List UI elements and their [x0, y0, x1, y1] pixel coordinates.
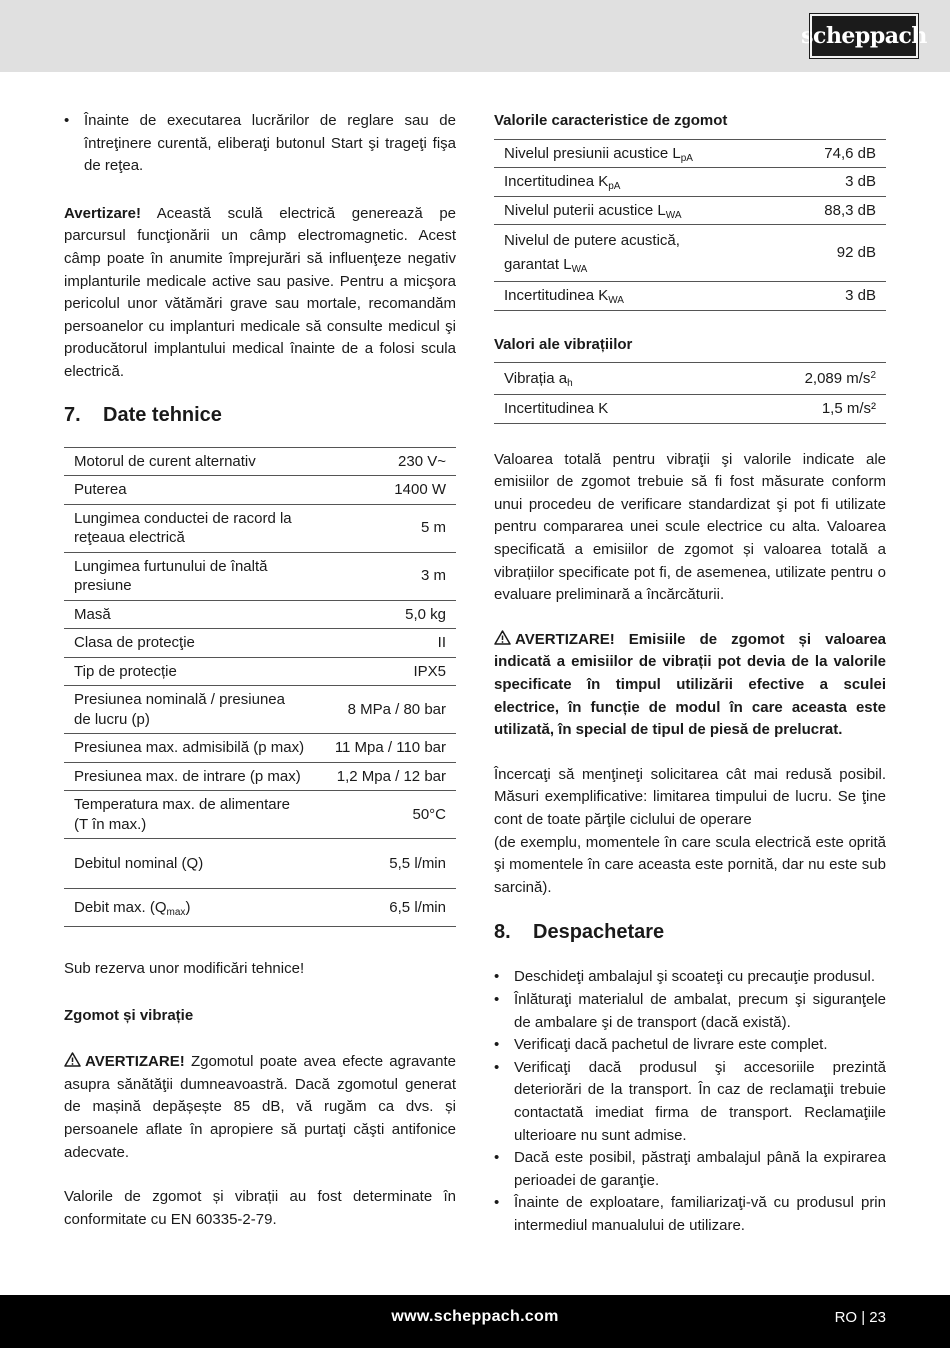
- noise-label: [494, 139, 814, 168]
- noise-value: 88,3 dB: [814, 196, 886, 225]
- spec-label: Lungimea conductei de racord la reţeaua electrică: [64, 504, 325, 552]
- vibration-label-sub: h: [567, 377, 573, 389]
- table-row: [494, 395, 886, 424]
- list-item: • Deschideţi ambalajul şi scoateţi cu precauţie produsul.: [494, 966, 886, 989]
- table-row: [64, 447, 456, 476]
- table-row: [64, 657, 456, 686]
- spec-value: 5,0 kg: [325, 600, 456, 629]
- table-row: [64, 629, 456, 658]
- noise-warning-paragraph: [64, 1051, 456, 1164]
- noise-label-sub: WA: [665, 209, 682, 221]
- table-row: [64, 762, 456, 791]
- table-row: [494, 139, 886, 168]
- table-row: [494, 363, 886, 395]
- noise-value: 74,6 dB: [814, 139, 886, 168]
- table-row: [64, 686, 456, 734]
- table-row: [494, 282, 886, 311]
- load-paragraph-2: (de exemplu, momentele în care scula electrică este oprită şi momentele în care aceasta este pornită, dar nu este sub sarcină).: [494, 833, 886, 896]
- list-item: • Înainte de exploatare, familiarizaţi-vă cu produsul prin intermediul manualului de utilizare.: [494, 1192, 886, 1237]
- vibration-value: 1,5 m/s²: [712, 395, 886, 424]
- spec-value: 5 m: [325, 504, 456, 552]
- spec-label-end: ): [185, 898, 191, 916]
- noise-label: [494, 282, 814, 311]
- section-7-heading: [64, 404, 456, 427]
- noise-label: [494, 225, 814, 282]
- intro-bullet: • Înainte de executarea lucrărilor de reglare sau de întreţinere curentă, eliberaţi butonul Start şi trageţi fişa de reţea.: [64, 110, 456, 178]
- left-column: [64, 110, 456, 1231]
- table-row: [64, 552, 456, 600]
- noise-label-sub: pA: [680, 152, 693, 164]
- emf-warning-label: Avertizare!: [64, 204, 141, 222]
- emf-warning-paragraph: [64, 203, 456, 384]
- vibration-value: [712, 363, 886, 395]
- spec-value: IPX5: [325, 657, 456, 686]
- vibration-label-text: Vibrația a: [504, 369, 568, 387]
- noise-label-text: Nivelul presiunii acustice L: [504, 144, 681, 162]
- table-row: [64, 600, 456, 629]
- scheppach-logo: [801, 14, 927, 58]
- noise-label-sub: WA: [571, 264, 588, 276]
- emission-warning-paragraph: [494, 629, 886, 742]
- noise-values-table: [494, 139, 886, 311]
- noise-label-text: Nivelul puterii acustice L: [504, 201, 666, 219]
- spec-label: Tip de protecție: [64, 657, 325, 686]
- spec-label: Presiunea nominală / presiunea de lucru (p): [64, 686, 325, 734]
- vibration-value-main: 2,089 m/s: [804, 369, 871, 387]
- reserve-note: Sub rezerva unor modificări tehnice!: [64, 960, 305, 978]
- spec-value: 5,5 l/min: [325, 839, 456, 889]
- noise-label-text: Nivelul de putere acustică, garantat L: [504, 232, 680, 274]
- spec-value: 1400 W: [325, 476, 456, 505]
- list-item: • Dacă este posibil, păstraţi ambalajul până la expirarea perioadei de garanţie.: [494, 1147, 886, 1192]
- unpacking-list: [494, 966, 886, 1237]
- spec-label: Masă: [64, 600, 325, 629]
- spec-label: Lungimea furtunului de înaltă presiune: [64, 552, 325, 600]
- noise-label: [494, 168, 814, 197]
- spec-label: Presiunea max. de intrare (p max): [64, 762, 325, 791]
- spec-value: II: [325, 629, 456, 658]
- noise-value: 3 dB: [814, 282, 886, 311]
- table-row: [64, 839, 456, 889]
- noise-label-text: Incertitudinea K: [504, 287, 609, 305]
- spec-label: Presiunea max. admisibilă (p max): [64, 734, 325, 763]
- vibration-value-sup: 2: [870, 369, 876, 381]
- section-8-title: Despachetare: [533, 921, 665, 944]
- table-row: [64, 889, 456, 927]
- spec-value: 8 MPa / 80 bar: [325, 686, 456, 734]
- spec-label: Temperatura max. de alimentare (T în max.): [64, 791, 325, 839]
- spec-label: Debitul nominal (Q): [64, 839, 325, 889]
- technical-data-table: [64, 447, 456, 928]
- spec-value: 3 m: [325, 552, 456, 600]
- vibration-table: [494, 362, 886, 424]
- noise-warning-label: AVERTIZARE!: [85, 1053, 185, 1071]
- spec-label-sub: max: [166, 906, 186, 918]
- vibration-heading: Valori ale vibrațiilor: [494, 335, 633, 353]
- right-column: [494, 110, 886, 1238]
- section-8-heading: [494, 921, 886, 944]
- spec-label: Clasa de protecţie: [64, 629, 325, 658]
- website-url: www.scheppach.com: [391, 1308, 559, 1325]
- list-item: • Verificaţi dacă produsul şi accesoriile prezintă deteriorări de la transport. În caz de reclamaţii trebuie contactată imediat firma de transport. Reclamaţiile ulterioare nu sunt admise.: [494, 1057, 886, 1147]
- spec-value: 50°C: [325, 791, 456, 839]
- table-row: [494, 196, 886, 225]
- noise-warning-text: Zgomotul poate avea efecte agravante asupra sănătăţii dumneavoastră. Dacă zgomotul generat de mașină depășește 85 dB, vă rugăm ca dvs. și persoanele aflate în apropiere să purtaţi căşti antifonice adecvate.: [64, 1053, 456, 1161]
- page-footer: [0, 1295, 950, 1348]
- emission-warning-label: AVERTIZARE!: [515, 630, 615, 648]
- page-number: RO | 23: [834, 1309, 886, 1326]
- table-row: [494, 168, 886, 197]
- warning-triangle-icon: [494, 630, 511, 645]
- warning-triangle-icon: [64, 1052, 81, 1067]
- noise-value: 3 dB: [814, 168, 886, 197]
- total-vibration-paragraph: Valoarea totală pentru vibraţii şi valorile indicate ale emisiilor de zgomot trebuie să fi fost măsurate conform unui procedeu de verificare standardizat şi pot fi utilizate pentru compararea unei scule electrice cu alta. Valoarea specificată a emisiilor de zgomot și valoarea totală a vibrațiilor specificate pot fi, de asemenea, utilizate pentru o evaluare preliminară a încărcăturii.: [494, 450, 886, 604]
- noise-label-sub: pA: [608, 181, 621, 193]
- list-item: • Verificaţi dacă pachetul de livrare este complet.: [494, 1034, 886, 1057]
- table-row: [64, 476, 456, 505]
- page-header: [0, 0, 950, 72]
- spec-value: 11 Mpa / 110 bar: [325, 734, 456, 763]
- spec-value: 1,2 Mpa / 12 bar: [325, 762, 456, 791]
- emf-warning-text: Această sculă electrică generează pe parcursul funcţionării un câmp electromagnetic. Acest câmp poate în anumite împrejurări să influenţeze negativ implanturile medicale active sau pasive. Pentru a micşora pericolul unor vătămări grave sau mortale, recomandăm persoanelor cu implanturi medicale să consulte medicul şi producătorul implantului medical înainte de a folosi scula electrică.: [64, 204, 456, 380]
- noise-heading: Zgomot și vibrație: [64, 1006, 194, 1024]
- vibration-label: [494, 363, 712, 395]
- intro-bullet-list: [64, 110, 456, 178]
- noise-standard-paragraph: Valorile de zgomot și vibrații au fost determinate în conformitate cu EN 60335-2-79.: [64, 1188, 456, 1228]
- noise-values-heading: Valorile caracteristice de zgomot: [494, 112, 728, 129]
- table-row: [494, 225, 886, 282]
- noise-label-text: Incertitudinea K: [504, 173, 609, 191]
- list-item: • Înlăturaţi materialul de ambalat, precum şi siguranţele de ambalare şi de transport (dacă există).: [494, 989, 886, 1034]
- spec-value: 6,5 l/min: [325, 889, 456, 927]
- noise-label-sub: WA: [608, 295, 624, 307]
- load-paragraph: Încercaţi să menţineţi solicitarea cât mai redusă posibil. Măsuri exemplificative: limitarea timpului de lucru. Se ţine cont de toate părţile ciclului de operare: [494, 765, 886, 828]
- table-row: [64, 504, 456, 552]
- emission-warning-text: Emisiile de zgomot și valoarea indicată a emisiilor de vibrații pot devia de la valorile specificate în timpul utilizării efective a sculei electrice, în funcție de modul în care aceasta este utilizată, în special de tipul de piesă de prelucrat.: [494, 630, 886, 739]
- table-row: [64, 791, 456, 839]
- spec-label: Puterea: [64, 476, 325, 505]
- section-7-title: Date tehnice: [103, 403, 222, 426]
- logo-text: scheppach: [801, 23, 927, 49]
- section-8-number: 8.: [494, 921, 511, 944]
- spec-label-main: Debit max. (Q: [74, 898, 167, 916]
- spec-label: [64, 889, 325, 927]
- vibration-label: Incertitudinea K: [494, 395, 712, 424]
- spec-label: Motorul de curent alternativ: [64, 447, 325, 476]
- noise-value: 92 dB: [814, 225, 886, 282]
- noise-label: [494, 196, 814, 225]
- spec-value: 230 V~: [325, 447, 456, 476]
- section-7-number: 7.: [64, 403, 81, 426]
- table-row: [64, 734, 456, 763]
